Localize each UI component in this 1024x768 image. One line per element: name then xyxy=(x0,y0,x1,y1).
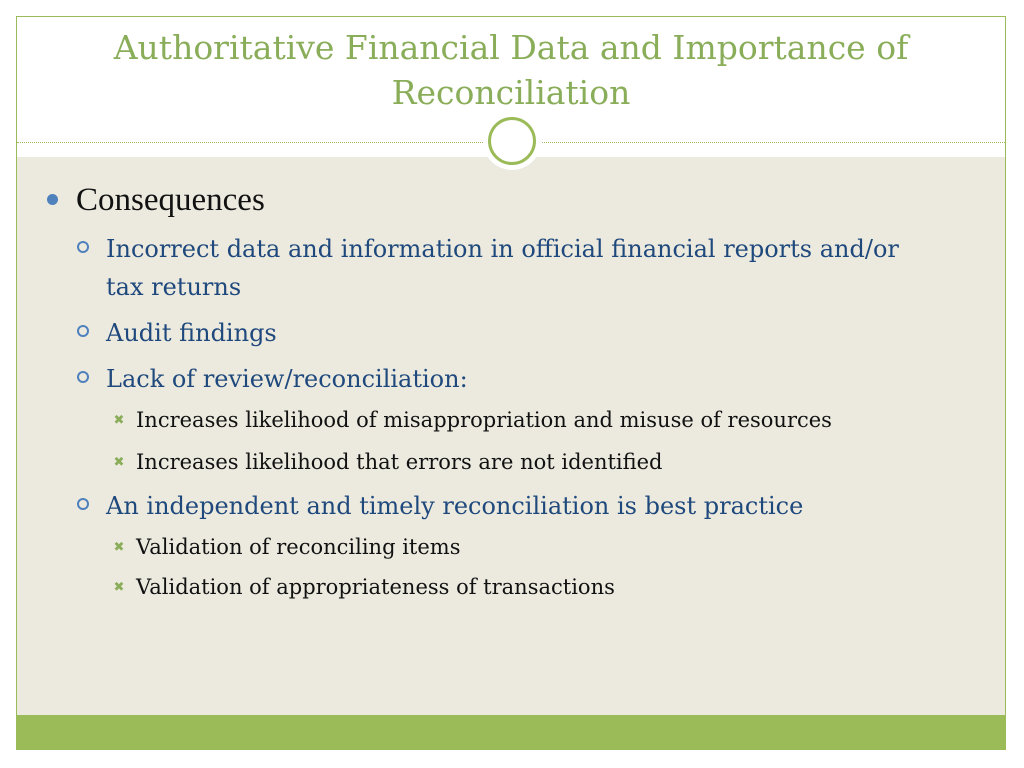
hollow-bullet-icon xyxy=(77,498,89,510)
sub-list-item: Validation of reconciling items xyxy=(136,535,461,559)
star-bullet-icon: ✖ xyxy=(113,413,125,428)
heading-consequences: Consequences xyxy=(76,182,265,218)
list-item: Incorrect data and information in official financial reports and/or tax returns xyxy=(106,235,899,301)
sub-list-item: Increases likelihood of misappropriation and misuse of resources xyxy=(136,408,832,432)
circle-ornament-icon xyxy=(488,117,536,165)
list-item: Lack of review/reconciliation: xyxy=(106,365,468,393)
star-bullet-icon: ✖ xyxy=(113,580,125,595)
sub-list-item: Validation of appropriateness of transactions xyxy=(136,575,615,599)
list-item: Audit findings xyxy=(106,319,277,347)
hollow-bullet-icon xyxy=(77,325,89,337)
star-bullet-icon: ✖ xyxy=(113,455,125,470)
slide-title: Authoritative Financial Data and Importance of Reconciliation xyxy=(113,28,909,112)
hollow-bullet-icon xyxy=(77,371,89,383)
hollow-bullet-icon xyxy=(77,241,89,253)
footer-bar xyxy=(17,715,1005,750)
filled-bullet-icon xyxy=(47,194,58,205)
list-item: An independent and timely reconciliation is best practice xyxy=(106,492,804,520)
sub-list-item: Increases likelihood that errors are not identified xyxy=(136,450,663,474)
star-bullet-icon: ✖ xyxy=(113,540,125,555)
